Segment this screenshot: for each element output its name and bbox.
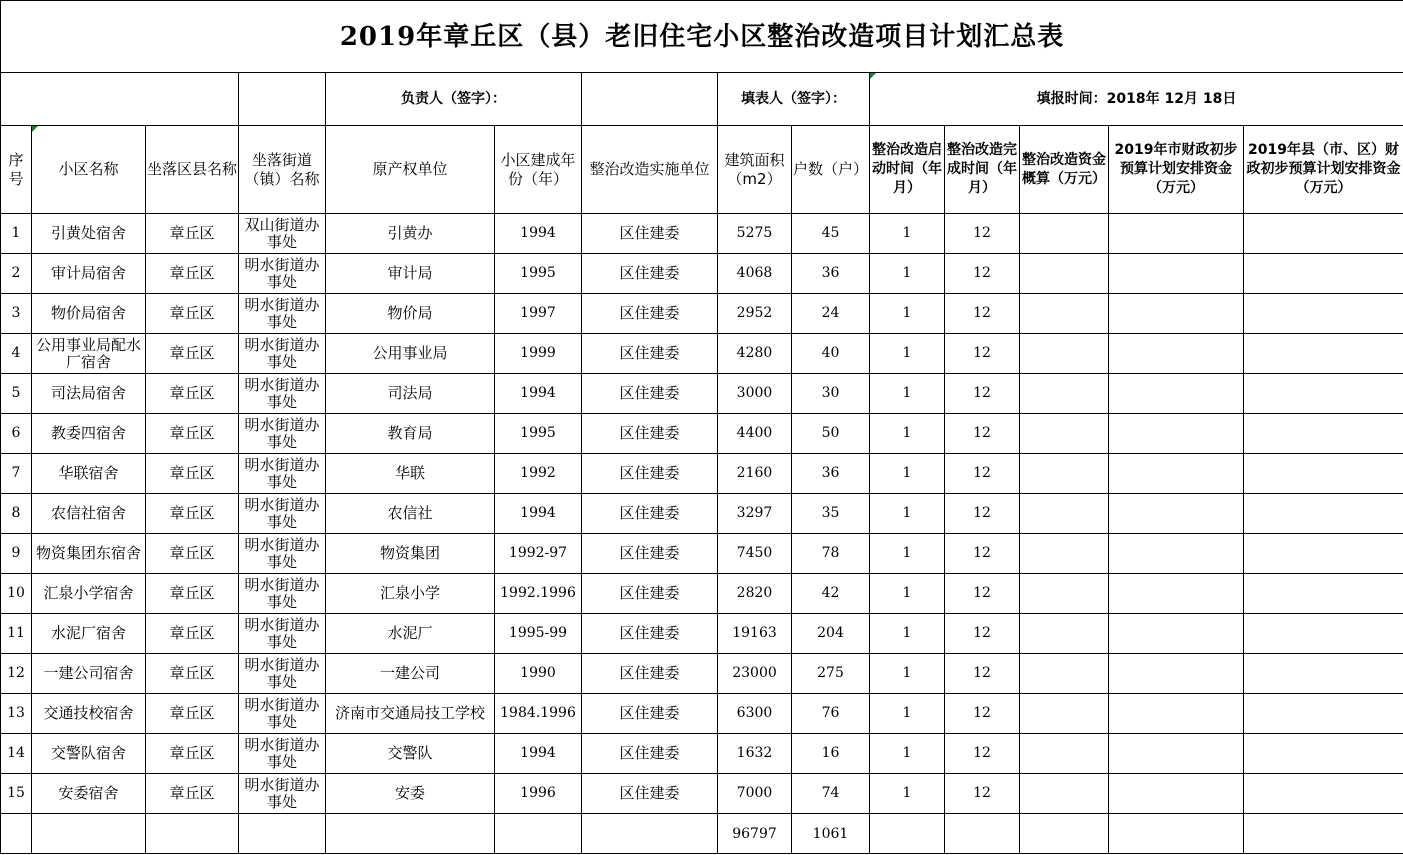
cell-seq[interactable]: 12 (1, 654, 32, 694)
cell-name[interactable]: 安委宿舍 (32, 774, 146, 814)
header-budget: 整治改造资金概算（万元） (1020, 126, 1109, 214)
cell-households[interactable]: 76 (792, 694, 870, 734)
cell-finish[interactable]: 12 (945, 254, 1020, 294)
cell-county[interactable]: 章丘区 (146, 574, 239, 614)
total-blank-cell[interactable] (582, 814, 718, 854)
sign-blank-cell[interactable] (239, 73, 326, 126)
cell-city-fund[interactable] (1109, 534, 1244, 574)
cell-unit[interactable]: 区住建委 (582, 774, 718, 814)
cell-owner[interactable]: 水泥厂 (326, 614, 495, 654)
sign-blank-cell[interactable] (1, 73, 239, 126)
cell-county[interactable]: 章丘区 (146, 414, 239, 454)
cell-unit[interactable]: 区住建委 (582, 574, 718, 614)
cell-street[interactable]: 明水街道办事处 (239, 614, 326, 654)
cell-owner[interactable]: 审计局 (326, 254, 495, 294)
cell-budget[interactable] (1020, 494, 1109, 534)
cell-name[interactable]: 引黄处宿舍 (32, 214, 146, 254)
cell-owner[interactable]: 教育局 (326, 414, 495, 454)
cell-finish[interactable]: 12 (945, 774, 1020, 814)
cell-name[interactable]: 公用事业局配水厂宿舍 (32, 334, 146, 374)
cell-finish[interactable]: 12 (945, 414, 1020, 454)
cell-households[interactable]: 40 (792, 334, 870, 374)
cell-unit[interactable]: 区住建委 (582, 254, 718, 294)
cell-area[interactable]: 4068 (718, 254, 792, 294)
cell-start[interactable]: 1 (870, 614, 945, 654)
cell-households[interactable]: 36 (792, 454, 870, 494)
cell-budget[interactable] (1020, 694, 1109, 734)
cell-start[interactable]: 1 (870, 494, 945, 534)
cell-owner[interactable]: 农信社 (326, 494, 495, 534)
header-row (1, 126, 1403, 214)
cell-name[interactable]: 物价局宿舍 (32, 294, 146, 334)
cell-street[interactable]: 明水街道办事处 (239, 334, 326, 374)
cell-name[interactable]: 交通技校宿舍 (32, 694, 146, 734)
cell-year[interactable]: 1994 (495, 374, 582, 414)
cell-street[interactable]: 明水街道办事处 (239, 374, 326, 414)
cell-city-fund[interactable] (1109, 614, 1244, 654)
cell-county-fund[interactable] (1244, 294, 1403, 334)
total-blank-cell[interactable] (32, 814, 146, 854)
cell-area[interactable]: 4400 (718, 414, 792, 454)
cell-households[interactable]: 204 (792, 614, 870, 654)
cell-start[interactable]: 1 (870, 774, 945, 814)
cell-start[interactable]: 1 (870, 574, 945, 614)
cell-year[interactable]: 1995 (495, 254, 582, 294)
cell-city-fund[interactable] (1109, 454, 1244, 494)
cell-county-fund[interactable] (1244, 214, 1403, 254)
cell-owner[interactable]: 物资集团 (326, 534, 495, 574)
cell-start[interactable]: 1 (870, 534, 945, 574)
table-row (1, 774, 1403, 814)
cell-seq[interactable]: 4 (1, 334, 32, 374)
cell-county-fund[interactable] (1244, 454, 1403, 494)
cell-finish[interactable]: 12 (945, 334, 1020, 374)
cell-area[interactable]: 2820 (718, 574, 792, 614)
header-county-fund: 2019年县（市、区）财政初步预算计划安排资金（万元） (1244, 126, 1403, 214)
cell-budget[interactable] (1020, 214, 1109, 254)
cell-county-fund[interactable] (1244, 654, 1403, 694)
cell-year[interactable]: 1990 (495, 654, 582, 694)
cell-seq[interactable]: 2 (1, 254, 32, 294)
cell-county-fund[interactable] (1244, 414, 1403, 454)
cell-seq[interactable]: 1 (1, 214, 32, 254)
cell-owner[interactable]: 济南市交通局技工学校 (326, 694, 495, 734)
cell-area[interactable]: 19163 (718, 614, 792, 654)
cell-street[interactable]: 明水街道办事处 (239, 654, 326, 694)
cell-city-fund[interactable] (1109, 414, 1244, 454)
table-row (1, 374, 1403, 414)
cell-unit[interactable]: 区住建委 (582, 654, 718, 694)
cell-city-fund[interactable] (1109, 494, 1244, 534)
cell-street[interactable]: 明水街道办事处 (239, 254, 326, 294)
cell-finish[interactable]: 12 (945, 214, 1020, 254)
cell-start[interactable]: 1 (870, 374, 945, 414)
cell-city-fund[interactable] (1109, 334, 1244, 374)
cell-finish[interactable]: 12 (945, 654, 1020, 694)
cell-street[interactable]: 明水街道办事处 (239, 774, 326, 814)
header-name: 小区名称 (32, 126, 146, 214)
cell-area[interactable]: 5275 (718, 214, 792, 254)
total-blank-cell[interactable] (870, 814, 945, 854)
cell-households[interactable]: 36 (792, 254, 870, 294)
cell-unit[interactable]: 区住建委 (582, 694, 718, 734)
total-blank-cell[interactable] (1, 814, 32, 854)
cell-year[interactable]: 1999 (495, 334, 582, 374)
total-blank-cell[interactable] (495, 814, 582, 854)
header-owner: 原产权单位 (326, 126, 495, 214)
total-blank-cell[interactable] (239, 814, 326, 854)
total-households[interactable]: 1061 (792, 814, 870, 854)
cell-county[interactable]: 章丘区 (146, 614, 239, 654)
cell-households[interactable]: 16 (792, 734, 870, 774)
cell-area[interactable]: 3000 (718, 374, 792, 414)
cell-year[interactable]: 1992-97 (495, 534, 582, 574)
cell-county[interactable]: 章丘区 (146, 494, 239, 534)
cell-finish[interactable]: 12 (945, 574, 1020, 614)
cell-unit[interactable]: 区住建委 (582, 534, 718, 574)
cell-finish[interactable]: 12 (945, 694, 1020, 734)
cell-name[interactable]: 农信社宿舍 (32, 494, 146, 534)
cell-name[interactable]: 一建公司宿舍 (32, 654, 146, 694)
cell-county[interactable]: 章丘区 (146, 294, 239, 334)
cell-year[interactable]: 1995 (495, 414, 582, 454)
cell-county[interactable]: 章丘区 (146, 694, 239, 734)
cell-county-fund[interactable] (1244, 374, 1403, 414)
cell-county[interactable]: 章丘区 (146, 254, 239, 294)
cell-name[interactable]: 审计局宿舍 (32, 254, 146, 294)
cell-seq[interactable]: 14 (1, 734, 32, 774)
cell-start[interactable]: 1 (870, 734, 945, 774)
cell-budget[interactable] (1020, 254, 1109, 294)
cell-finish[interactable]: 12 (945, 494, 1020, 534)
cell-name[interactable]: 汇泉小学宿舍 (32, 574, 146, 614)
cell-street[interactable]: 明水街道办事处 (239, 694, 326, 734)
cell-county-fund[interactable] (1244, 494, 1403, 534)
cell-owner[interactable]: 物价局 (326, 294, 495, 334)
cell-area[interactable]: 6300 (718, 694, 792, 734)
cell-name[interactable]: 司法局宿舍 (32, 374, 146, 414)
cell-year[interactable]: 1992 (495, 454, 582, 494)
cell-year[interactable]: 1996 (495, 774, 582, 814)
cell-seq[interactable]: 7 (1, 454, 32, 494)
cell-households[interactable]: 275 (792, 654, 870, 694)
cell-street[interactable]: 明水街道办事处 (239, 734, 326, 774)
cell-start[interactable]: 1 (870, 454, 945, 494)
cell-county[interactable]: 章丘区 (146, 374, 239, 414)
header-city-fund: 2019年市财政初步预算计划安排资金（万元） (1109, 126, 1244, 214)
cell-seq[interactable]: 8 (1, 494, 32, 534)
cell-unit[interactable]: 区住建委 (582, 374, 718, 414)
header-year: 小区建成年份（年） (495, 126, 582, 214)
cell-street[interactable]: 明水街道办事处 (239, 414, 326, 454)
cell-owner[interactable]: 公用事业局 (326, 334, 495, 374)
cell-start[interactable]: 1 (870, 334, 945, 374)
table-row (1, 414, 1403, 454)
cell-name[interactable]: 教委四宿舍 (32, 414, 146, 454)
cell-name[interactable]: 华联宿舍 (32, 454, 146, 494)
cell-county-fund[interactable] (1244, 694, 1403, 734)
cell-start[interactable]: 1 (870, 654, 945, 694)
cell-finish[interactable]: 12 (945, 534, 1020, 574)
cell-households[interactable]: 74 (792, 774, 870, 814)
cell-city-fund[interactable] (1109, 294, 1244, 334)
cell-budget[interactable] (1020, 774, 1109, 814)
cell-seq[interactable]: 15 (1, 774, 32, 814)
total-blank-cell[interactable] (326, 814, 495, 854)
cell-street[interactable]: 双山街道办事处 (239, 214, 326, 254)
cell-unit[interactable]: 区住建委 (582, 414, 718, 454)
cell-street[interactable]: 明水街道办事处 (239, 574, 326, 614)
cell-households[interactable]: 50 (792, 414, 870, 454)
cell-finish[interactable]: 12 (945, 614, 1020, 654)
cell-city-fund[interactable] (1109, 654, 1244, 694)
cell-seq[interactable]: 5 (1, 374, 32, 414)
total-blank-cell[interactable] (945, 814, 1020, 854)
cell-year[interactable]: 1994 (495, 494, 582, 534)
cell-owner[interactable]: 交警队 (326, 734, 495, 774)
cell-street[interactable]: 明水街道办事处 (239, 294, 326, 334)
cell-budget[interactable] (1020, 454, 1109, 494)
cell-budget[interactable] (1020, 654, 1109, 694)
cell-year[interactable]: 1984.1996 (495, 694, 582, 734)
cell-unit[interactable]: 区住建委 (582, 454, 718, 494)
cell-budget[interactable] (1020, 414, 1109, 454)
cell-area[interactable]: 23000 (718, 654, 792, 694)
cell-county[interactable]: 章丘区 (146, 334, 239, 374)
cell-unit[interactable]: 区住建委 (582, 734, 718, 774)
total-blank-cell[interactable] (146, 814, 239, 854)
cell-start[interactable]: 1 (870, 694, 945, 734)
cell-county[interactable]: 章丘区 (146, 734, 239, 774)
cell-owner[interactable]: 引黄办 (326, 214, 495, 254)
table-row (1, 534, 1403, 574)
cell-budget[interactable] (1020, 374, 1109, 414)
cell-city-fund[interactable] (1109, 694, 1244, 734)
table-row (1, 614, 1403, 654)
table-row (1, 214, 1403, 254)
responsible-signature-label: 负责人（签字）： (326, 73, 582, 126)
cell-unit[interactable]: 区住建委 (582, 494, 718, 534)
cell-county-fund[interactable] (1244, 254, 1403, 294)
cell-county[interactable]: 章丘区 (146, 454, 239, 494)
cell-street[interactable]: 明水街道办事处 (239, 494, 326, 534)
header-street: 坐落街道（镇）名称 (239, 126, 326, 214)
table-row (1, 254, 1403, 294)
cell-seq[interactable]: 13 (1, 694, 32, 734)
cell-year[interactable]: 1994 (495, 214, 582, 254)
filler-signature-label: 填表人（签字）： (718, 73, 870, 126)
header-finish: 整治改造完成时间（年月） (945, 126, 1020, 214)
total-blank-cell[interactable] (1109, 814, 1244, 854)
cell-area[interactable]: 7450 (718, 534, 792, 574)
cell-year[interactable]: 1994 (495, 734, 582, 774)
cell-unit[interactable]: 区住建委 (582, 214, 718, 254)
cell-county[interactable]: 章丘区 (146, 534, 239, 574)
cell-city-fund[interactable] (1109, 574, 1244, 614)
sheet-title: 2019年章丘区（县）老旧住宅小区整治改造项目计划汇总表 (1, 1, 1403, 73)
cell-area[interactable]: 2160 (718, 454, 792, 494)
header-county: 坐落区县名称 (146, 126, 239, 214)
header-seq: 序号 (1, 126, 32, 214)
cell-county-fund[interactable] (1244, 534, 1403, 574)
header-area: 建筑面积（m2） (718, 126, 792, 214)
cell-budget[interactable] (1020, 334, 1109, 374)
cell-households[interactable]: 78 (792, 534, 870, 574)
cell-finish[interactable]: 12 (945, 734, 1020, 774)
table-row (1, 574, 1403, 614)
cell-households[interactable]: 24 (792, 294, 870, 334)
cell-year[interactable]: 1995-99 (495, 614, 582, 654)
table-row (1, 334, 1403, 374)
cell-seq[interactable]: 6 (1, 414, 32, 454)
cell-city-fund[interactable] (1109, 774, 1244, 814)
cell-unit[interactable]: 区住建委 (582, 334, 718, 374)
cell-name[interactable]: 水泥厂宿舍 (32, 614, 146, 654)
cell-name[interactable]: 物资集团东宿舍 (32, 534, 146, 574)
cell-budget[interactable] (1020, 614, 1109, 654)
total-area[interactable]: 96797 (718, 814, 792, 854)
cell-county[interactable]: 章丘区 (146, 654, 239, 694)
cell-owner[interactable]: 一建公司 (326, 654, 495, 694)
cell-owner[interactable]: 汇泉小学 (326, 574, 495, 614)
cell-owner[interactable]: 司法局 (326, 374, 495, 414)
cell-budget[interactable] (1020, 574, 1109, 614)
cell-households[interactable]: 42 (792, 574, 870, 614)
report-date: 填报时间：2018年 12月 18日 (870, 73, 1403, 126)
cell-city-fund[interactable] (1109, 734, 1244, 774)
total-row (1, 814, 1403, 854)
cell-county-fund[interactable] (1244, 334, 1403, 374)
cell-county-fund[interactable] (1244, 734, 1403, 774)
cell-unit[interactable]: 区住建委 (582, 614, 718, 654)
header-unit: 整治改造实施单位 (582, 126, 718, 214)
cell-finish[interactable]: 12 (945, 374, 1020, 414)
cell-year[interactable]: 1992.1996 (495, 574, 582, 614)
cell-budget[interactable] (1020, 294, 1109, 334)
table-row (1, 694, 1403, 734)
table-row (1, 734, 1403, 774)
table-row (1, 294, 1403, 334)
cell-county-fund[interactable] (1244, 574, 1403, 614)
cell-county[interactable]: 章丘区 (146, 214, 239, 254)
cell-start[interactable]: 1 (870, 414, 945, 454)
cell-budget[interactable] (1020, 734, 1109, 774)
cell-seq[interactable]: 11 (1, 614, 32, 654)
total-blank-cell[interactable] (1244, 814, 1403, 854)
cell-seq[interactable]: 3 (1, 294, 32, 334)
header-households: 户数（户） (792, 126, 870, 214)
cell-households[interactable]: 30 (792, 374, 870, 414)
cell-street[interactable]: 明水街道办事处 (239, 534, 326, 574)
cell-year[interactable]: 1997 (495, 294, 582, 334)
cell-city-fund[interactable] (1109, 214, 1244, 254)
cell-area[interactable]: 4280 (718, 334, 792, 374)
cell-owner[interactable]: 华联 (326, 454, 495, 494)
cell-area[interactable]: 3297 (718, 494, 792, 534)
cell-seq[interactable]: 10 (1, 574, 32, 614)
cell-street[interactable]: 明水街道办事处 (239, 454, 326, 494)
cell-name[interactable]: 交警队宿舍 (32, 734, 146, 774)
cell-county-fund[interactable] (1244, 614, 1403, 654)
cell-households[interactable]: 45 (792, 214, 870, 254)
cell-owner[interactable]: 安委 (326, 774, 495, 814)
cell-finish[interactable]: 12 (945, 294, 1020, 334)
cell-city-fund[interactable] (1109, 254, 1244, 294)
cell-unit[interactable]: 区住建委 (582, 294, 718, 334)
cell-county-fund[interactable] (1244, 774, 1403, 814)
cell-city-fund[interactable] (1109, 374, 1244, 414)
cell-county[interactable]: 章丘区 (146, 774, 239, 814)
cell-finish[interactable]: 12 (945, 454, 1020, 494)
cell-start[interactable]: 1 (870, 254, 945, 294)
cell-area[interactable]: 1632 (718, 734, 792, 774)
cell-area[interactable]: 7000 (718, 774, 792, 814)
table-row (1, 454, 1403, 494)
cell-area[interactable]: 2952 (718, 294, 792, 334)
total-blank-cell[interactable] (1020, 814, 1109, 854)
cell-seq[interactable]: 9 (1, 534, 32, 574)
responsible-signature-cell[interactable] (582, 73, 718, 126)
cell-budget[interactable] (1020, 534, 1109, 574)
cell-start[interactable]: 1 (870, 214, 945, 254)
table-row (1, 654, 1403, 694)
table-row (1, 494, 1403, 534)
cell-households[interactable]: 35 (792, 494, 870, 534)
header-start: 整治改造启动时间（年月） (870, 126, 945, 214)
cell-start[interactable]: 1 (870, 294, 945, 334)
